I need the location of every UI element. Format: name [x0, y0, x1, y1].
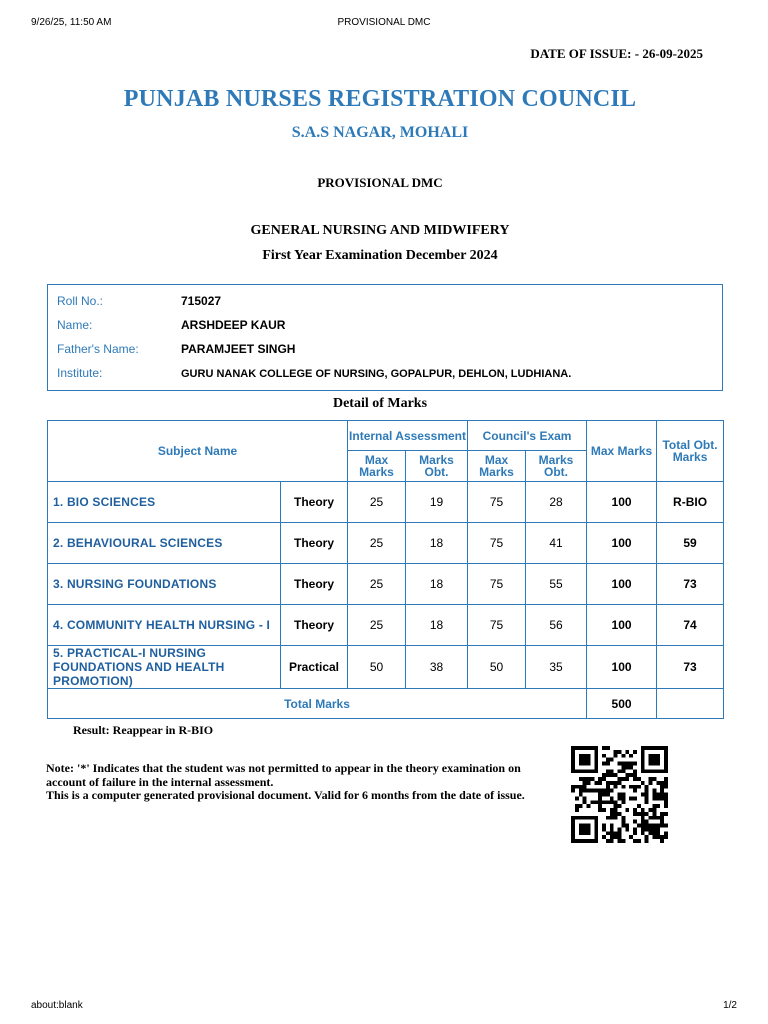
int-obt-cell: 18: [406, 605, 468, 646]
header-council: Council's Exam: [468, 421, 587, 451]
total-obt: [657, 689, 724, 719]
table-row: [48, 482, 724, 523]
council-name: PUNJAB NURSES REGISTRATION COUNCIL: [123, 86, 637, 112]
type-cell: Theory: [281, 564, 348, 605]
table-row: [48, 646, 724, 689]
header-max: Max Marks: [587, 421, 657, 482]
note: [46, 762, 556, 803]
subject-cell: 4. COMMUNITY HEALTH NURSING - I: [48, 605, 281, 646]
int-max-cell: 25: [348, 482, 406, 523]
total-cell: 59: [657, 523, 724, 564]
ce-max-cell: 75: [468, 523, 526, 564]
roll-value: 715027: [181, 294, 222, 308]
institute-value: GURU NANAK COLLEGE OF NURSING, GOPALPUR, DEHLON, LUDHIANA.: [181, 368, 572, 380]
roll-label: Roll No.:: [57, 294, 104, 308]
total-label: Total Marks: [48, 689, 587, 719]
header-internal: Internal Assessment: [348, 421, 468, 451]
max-cell: 100: [587, 646, 657, 689]
max-cell: 100: [587, 523, 657, 564]
father-label: Father's Name:: [57, 342, 139, 356]
total-row: [48, 689, 724, 719]
int-obt-cell: 18: [406, 523, 468, 564]
int-obt-cell: 38: [406, 646, 468, 689]
total-max: 500: [587, 689, 657, 719]
int-max-cell: 50: [348, 646, 406, 689]
table-row: [48, 523, 724, 564]
header-total: Total Obt. Marks: [657, 421, 724, 482]
subject-cell: 1. BIO SCIENCES: [48, 482, 281, 523]
marks-rows: [48, 482, 724, 689]
note-line-1: Note: '*' Indicates that the student was not permitted to appear in the theory examination on account of failure in the internal assessment.: [46, 761, 521, 789]
header-ce-max: Max Marks: [468, 451, 526, 482]
student-info-box: [47, 284, 723, 391]
header-int-obt: Marks Obt.: [406, 451, 468, 482]
ce-obt-cell: 41: [526, 523, 587, 564]
name-value: ARSHDEEP KAUR: [181, 318, 286, 332]
ce-max-cell: 50: [468, 646, 526, 689]
total-cell: 73: [657, 564, 724, 605]
ce-obt-cell: 35: [526, 646, 587, 689]
subject-cell: 5. PRACTICAL-I NURSING FOUNDATIONS AND HEALTH PROMOTION): [48, 646, 281, 689]
course-name: GENERAL NURSING AND MIDWIFERY: [250, 223, 510, 238]
qr-code-image: [568, 746, 671, 843]
total-cell: 73: [657, 646, 724, 689]
print-url: about:blank: [31, 1000, 83, 1011]
total-cell: R-BIO: [657, 482, 724, 523]
type-cell: Theory: [281, 482, 348, 523]
print-title: PROVISIONAL DMC: [337, 17, 431, 28]
ce-max-cell: 75: [468, 605, 526, 646]
print-header: [31, 17, 737, 31]
table-row: [48, 564, 724, 605]
total-cell: 74: [657, 605, 724, 646]
document-type: PROVISIONAL DMC: [317, 175, 443, 190]
marks-table: [47, 420, 724, 719]
ce-obt-cell: 56: [526, 605, 587, 646]
subject-cell: 2. BEHAVIOURAL SCIENCES: [48, 523, 281, 564]
ce-obt-cell: 28: [526, 482, 587, 523]
type-cell: Theory: [281, 605, 348, 646]
type-cell: Practical: [281, 646, 348, 689]
print-datetime: 9/26/25, 11:50 AM: [31, 17, 112, 28]
print-footer: [31, 1000, 737, 1014]
int-obt-cell: 19: [406, 482, 468, 523]
print-page-number: 1/2: [723, 1000, 737, 1011]
result-text: Result: Reappear in R-BIO: [73, 723, 214, 737]
int-max-cell: 25: [348, 605, 406, 646]
type-cell: Theory: [281, 523, 348, 564]
institute-label: Institute:: [57, 366, 103, 380]
int-obt-cell: 18: [406, 564, 468, 605]
header-row: [48, 421, 724, 451]
header-ce-obt: Marks Obt.: [526, 451, 587, 482]
council-location: S.A.S NAGAR, MOHALI: [291, 124, 469, 141]
max-cell: 100: [587, 482, 657, 523]
header-int-max: Max Marks: [348, 451, 406, 482]
table-row: [48, 605, 724, 646]
note-line-2: This is a computer generated provisional document. Valid for 6 months from the date of issue.: [46, 788, 525, 802]
header-subject: Subject Name: [48, 421, 348, 482]
issue-date: DATE OF ISSUE: - 26-09-2025: [530, 46, 703, 61]
subject-cell: 3. NURSING FOUNDATIONS: [48, 564, 281, 605]
ce-max-cell: 75: [468, 482, 526, 523]
max-cell: 100: [587, 605, 657, 646]
max-cell: 100: [587, 564, 657, 605]
detail-title: Detail of Marks: [332, 396, 428, 411]
int-max-cell: 25: [348, 523, 406, 564]
ce-obt-cell: 55: [526, 564, 587, 605]
ce-max-cell: 75: [468, 564, 526, 605]
exam-name: First Year Examination December 2024: [262, 248, 498, 263]
int-max-cell: 25: [348, 564, 406, 605]
name-label: Name:: [57, 318, 93, 332]
father-value: PARAMJEET SINGH: [181, 342, 296, 356]
